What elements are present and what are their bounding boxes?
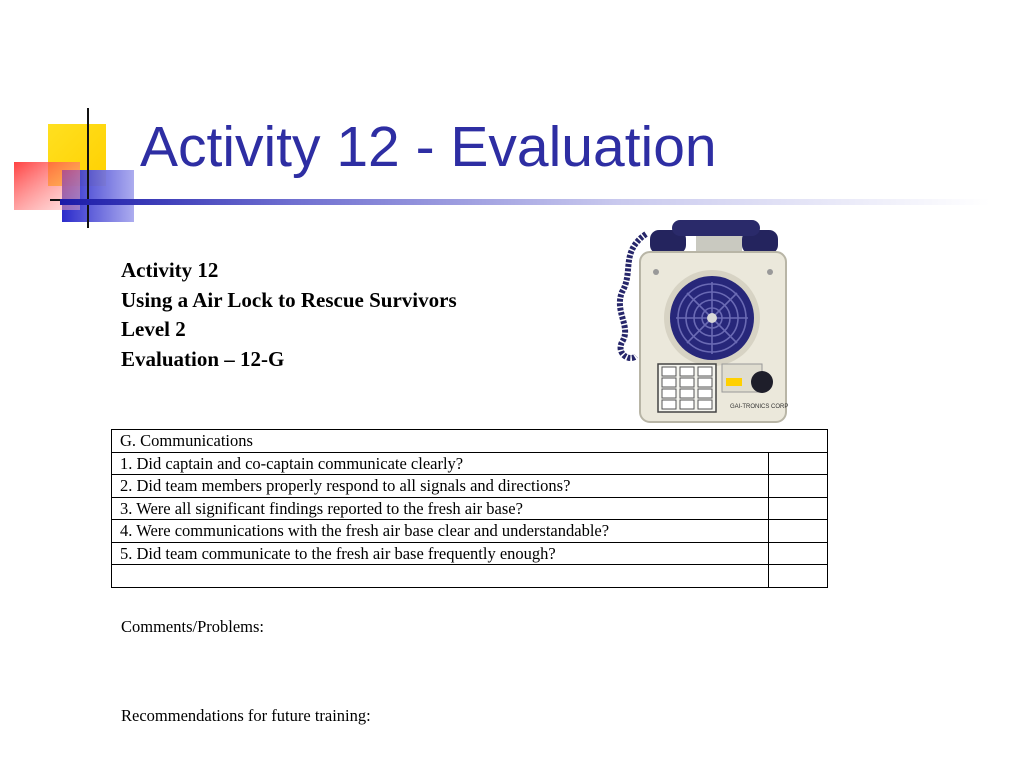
slide-title: Activity 12 - Evaluation xyxy=(140,115,717,179)
table-row xyxy=(112,497,828,520)
question-cell: 4. Were communications with the fresh air base clear and understandable? xyxy=(112,520,769,543)
table-heading: G. Communications xyxy=(112,430,828,453)
evaluation-table xyxy=(111,429,828,588)
question-cell: 3. Were all significant findings reported to the fresh air base? xyxy=(112,497,769,520)
check-box-cell[interactable] xyxy=(769,452,828,475)
title-underline xyxy=(60,199,990,205)
brand-logo-text: GAI-TRONICS CORP xyxy=(730,404,789,410)
check-box-cell[interactable] xyxy=(769,520,828,543)
table-row xyxy=(112,565,828,588)
question-cell xyxy=(112,565,769,588)
recommendations-label: Recommendations for future training: xyxy=(121,706,371,725)
decorative-squares xyxy=(0,100,150,230)
activity-level: Level 2 xyxy=(121,317,186,341)
activity-header xyxy=(121,256,457,374)
mine-phone-image xyxy=(612,212,804,424)
check-box-cell[interactable] xyxy=(769,565,828,588)
activity-name: Using a Air Lock to Rescue Survivors xyxy=(121,287,457,312)
table-heading-row xyxy=(112,430,828,453)
check-box-cell[interactable] xyxy=(769,475,828,498)
activity-number: Activity 12 xyxy=(121,258,219,282)
evaluation-code: Evaluation – 12-G xyxy=(121,346,285,371)
check-box-cell[interactable] xyxy=(769,497,828,520)
question-cell: 5. Did team communicate to the fresh air base frequently enough? xyxy=(112,542,769,565)
question-cell: 1. Did captain and co-captain communicate clearly? xyxy=(112,452,769,475)
check-box-cell[interactable] xyxy=(769,542,828,565)
table-row xyxy=(112,542,828,565)
question-cell: 2. Did team members properly respond to all signals and directions? xyxy=(112,475,769,498)
table-row xyxy=(112,452,828,475)
table-row xyxy=(112,520,828,543)
comments-label: Comments/Problems: xyxy=(121,617,265,636)
table-row xyxy=(112,475,828,498)
